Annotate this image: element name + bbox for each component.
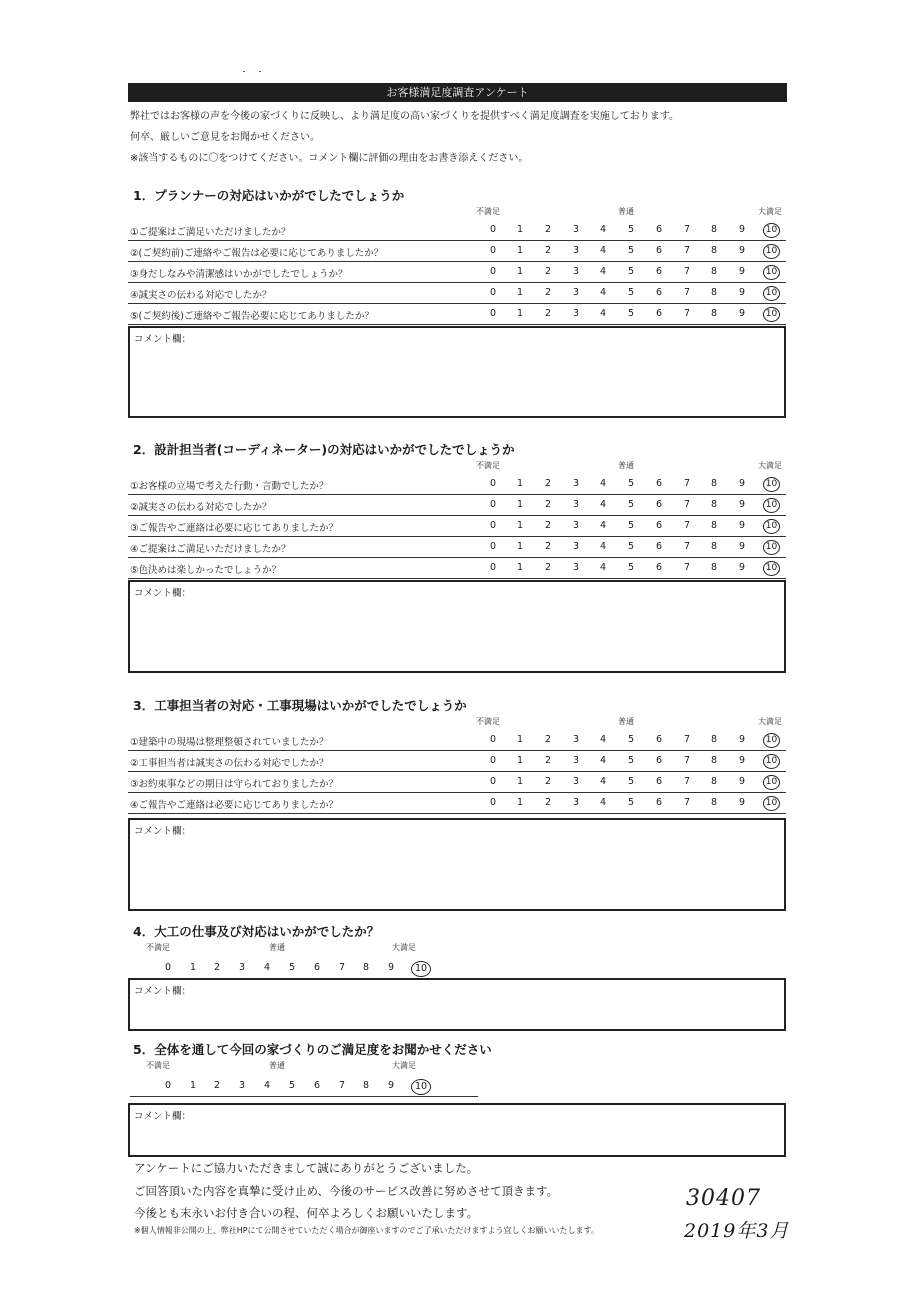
scale-mid-label: 普通 bbox=[618, 717, 634, 726]
closing-line-3: 今後とも末永いお付き合いの程、何卒よろしくお願いいたします。 bbox=[134, 1206, 479, 1220]
rating-option[interactable]: 1 bbox=[189, 1080, 197, 1091]
comment-label: コメント欄： bbox=[134, 588, 192, 599]
scale-mid-label: 普通 bbox=[269, 1061, 285, 1070]
scale-high-label: 大満足 bbox=[758, 461, 782, 470]
rating-option[interactable]: 9 bbox=[738, 797, 746, 808]
scale-high-label: 大満足 bbox=[392, 943, 416, 952]
rating-option[interactable]: 6 bbox=[313, 1080, 321, 1091]
comment-label: コメント欄： bbox=[134, 1111, 192, 1122]
rating-option[interactable]: 1 bbox=[516, 308, 524, 319]
rating-option[interactable]: 4 bbox=[599, 245, 607, 256]
rating-option[interactable]: 0 bbox=[489, 776, 497, 787]
privacy-note: ※個人情報非公開の上、弊社HPにて公開させていただく場合が御座いますのでご了承いただけますよう宜しくお願いいたします。 bbox=[134, 1226, 599, 1235]
rating-option[interactable]: 4 bbox=[599, 755, 607, 766]
scale-low-label: 不満足 bbox=[146, 943, 170, 952]
rating-option[interactable]: 3 bbox=[572, 308, 580, 319]
rating-option[interactable]: 0 bbox=[489, 478, 497, 489]
scale-high-label: 大満足 bbox=[758, 207, 782, 216]
rating-option[interactable]: 8 bbox=[710, 478, 718, 489]
rating-option[interactable]: 8 bbox=[710, 562, 718, 573]
section-title: 5．全体を通して今回の家づくりのご満足度をお聞かせください bbox=[133, 1042, 492, 1057]
rating-option[interactable]: 4 bbox=[599, 541, 607, 552]
rating-option[interactable]: 7 bbox=[683, 308, 691, 319]
selected-rating[interactable]: 10 bbox=[763, 244, 780, 259]
scale-low-label: 不満足 bbox=[476, 207, 500, 216]
rating-option[interactable]: 2 bbox=[544, 478, 552, 489]
rating-option[interactable]: 3 bbox=[572, 797, 580, 808]
rating-option[interactable]: 2 bbox=[544, 541, 552, 552]
selected-rating[interactable]: 10 bbox=[763, 286, 780, 301]
rating-option[interactable]: 1 bbox=[516, 776, 524, 787]
rating-option[interactable]: 9 bbox=[738, 478, 746, 489]
rating-option[interactable]: 6 bbox=[655, 776, 663, 787]
rating-option[interactable]: 0 bbox=[489, 499, 497, 510]
rating-option[interactable]: 9 bbox=[738, 245, 746, 256]
rating-option[interactable]: 0 bbox=[489, 755, 497, 766]
rating-option[interactable]: 4 bbox=[599, 797, 607, 808]
rating-option[interactable]: 5 bbox=[627, 797, 635, 808]
rating-option[interactable]: 9 bbox=[738, 541, 746, 552]
rating-option[interactable]: 8 bbox=[710, 520, 718, 531]
rating-option[interactable]: 7 bbox=[683, 776, 691, 787]
rating-option[interactable]: 3 bbox=[572, 734, 580, 745]
rating-option[interactable]: 0 bbox=[489, 541, 497, 552]
rating-option[interactable]: 8 bbox=[710, 245, 718, 256]
rating-option[interactable]: 0 bbox=[489, 245, 497, 256]
rating-option[interactable]: 0 bbox=[489, 797, 497, 808]
comment-label: コメント欄： bbox=[134, 826, 192, 837]
rating-option[interactable]: 1 bbox=[516, 266, 524, 277]
selected-rating[interactable]: 10 bbox=[763, 775, 780, 790]
rating-option[interactable]: 8 bbox=[710, 541, 718, 552]
rating-option[interactable]: 7 bbox=[683, 541, 691, 552]
rating-option[interactable]: 7 bbox=[683, 734, 691, 745]
selected-rating[interactable]: 10 bbox=[763, 223, 780, 238]
rating-option[interactable]: 5 bbox=[627, 776, 635, 787]
rating-option[interactable]: 6 bbox=[655, 224, 663, 235]
rating-option[interactable]: 1 bbox=[516, 755, 524, 766]
rating-option[interactable]: 1 bbox=[516, 541, 524, 552]
rating-option[interactable]: 1 bbox=[189, 962, 197, 973]
rating-option[interactable]: 1 bbox=[516, 478, 524, 489]
rating-option[interactable]: 6 bbox=[655, 562, 663, 573]
scale-low-label: 不満足 bbox=[476, 717, 500, 726]
rating-option[interactable]: 9 bbox=[738, 520, 746, 531]
rating-option[interactable]: 8 bbox=[710, 308, 718, 319]
rating-option[interactable]: 7 bbox=[683, 520, 691, 531]
selected-rating[interactable]: 10 bbox=[763, 265, 780, 280]
question-row bbox=[128, 730, 786, 751]
rating-option[interactable]: 8 bbox=[710, 287, 718, 298]
rating-option[interactable]: 4 bbox=[263, 1080, 271, 1091]
rating-option[interactable]: 2 bbox=[544, 245, 552, 256]
rating-option[interactable]: 7 bbox=[683, 755, 691, 766]
rating-option[interactable]: 7 bbox=[683, 797, 691, 808]
rating-option[interactable]: 0 bbox=[489, 520, 497, 531]
rating-option[interactable]: 0 bbox=[489, 562, 497, 573]
page-title: お客様満足度調査アンケート bbox=[128, 83, 787, 102]
rating-option[interactable]: 2 bbox=[544, 224, 552, 235]
rating-option[interactable]: 4 bbox=[599, 287, 607, 298]
rating-option[interactable]: 3 bbox=[572, 499, 580, 510]
section-title: 1．プランナーの対応はいかがでしたでしょうか bbox=[133, 188, 405, 203]
scale-mid-label: 普通 bbox=[618, 461, 634, 470]
rating-option[interactable]: 3 bbox=[572, 224, 580, 235]
selected-rating[interactable]: 10 bbox=[763, 561, 780, 576]
rating-option[interactable]: 3 bbox=[572, 478, 580, 489]
rating-option[interactable]: 3 bbox=[572, 287, 580, 298]
rating-option[interactable]: 6 bbox=[655, 499, 663, 510]
question-text: ③身だしなみや清潔感はいかがでしたでしょうか？ bbox=[130, 269, 348, 280]
question-text: ④ご報告やご連絡は必要に応じてありましたか？ bbox=[130, 800, 339, 811]
question-row bbox=[128, 304, 786, 325]
rating-option[interactable]: 4 bbox=[599, 734, 607, 745]
rating-option[interactable]: 2 bbox=[544, 308, 552, 319]
question-row bbox=[128, 772, 786, 793]
scale-low-label: 不満足 bbox=[476, 461, 500, 470]
scan-mark bbox=[259, 71, 261, 72]
question-text: ④ご提案はご満足いただけましたか？ bbox=[130, 544, 291, 555]
rating-option[interactable]: 1 bbox=[516, 245, 524, 256]
rating-option[interactable]: 7 bbox=[338, 1080, 346, 1091]
rating-option[interactable]: 3 bbox=[238, 1080, 246, 1091]
rating-option[interactable]: 5 bbox=[627, 541, 635, 552]
rating-option[interactable]: 0 bbox=[164, 962, 172, 973]
rating-option[interactable]: 6 bbox=[655, 797, 663, 808]
rating-option[interactable]: 0 bbox=[489, 224, 497, 235]
handwritten-code: 30407 bbox=[686, 1186, 761, 1211]
rating-option[interactable]: 1 bbox=[516, 499, 524, 510]
rating-option[interactable]: 9 bbox=[387, 1080, 395, 1091]
rating-option[interactable]: 0 bbox=[489, 734, 497, 745]
scale-low-label: 不満足 bbox=[146, 1061, 170, 1070]
question-row bbox=[128, 793, 786, 814]
rating-option[interactable]: 9 bbox=[738, 287, 746, 298]
rating-option[interactable]: 2 bbox=[544, 499, 552, 510]
rating-option[interactable]: 8 bbox=[710, 755, 718, 766]
rating-option[interactable]: 3 bbox=[572, 520, 580, 531]
rating-option[interactable]: 6 bbox=[655, 245, 663, 256]
rating-option[interactable]: 0 bbox=[489, 287, 497, 298]
rating-option[interactable]: 9 bbox=[738, 224, 746, 235]
rating-option[interactable]: 3 bbox=[572, 755, 580, 766]
question-text: ②(ご契約前)ご連絡やご報告は必要に応じてありましたか？ bbox=[130, 248, 384, 259]
rating-option[interactable]: 0 bbox=[489, 308, 497, 319]
rating-option[interactable]: 2 bbox=[544, 776, 552, 787]
rating-option[interactable]: 9 bbox=[738, 499, 746, 510]
rating-option[interactable]: 8 bbox=[362, 962, 370, 973]
rating-option[interactable]: 6 bbox=[655, 520, 663, 531]
rating-option[interactable]: 2 bbox=[213, 1080, 221, 1091]
closing-line-2: ご回答頂いた内容を真摯に受け止め、今後のサービス改善に努めさせて頂きます。 bbox=[134, 1184, 559, 1198]
rating-option[interactable]: 9 bbox=[738, 734, 746, 745]
question-row bbox=[128, 495, 786, 516]
handwritten-date: 2019年3月 bbox=[684, 1220, 790, 1242]
question-row bbox=[128, 558, 786, 579]
rating-option[interactable]: 5 bbox=[627, 734, 635, 745]
rating-option[interactable]: 9 bbox=[387, 962, 395, 973]
rating-option[interactable]: 8 bbox=[710, 797, 718, 808]
rating-option[interactable]: 1 bbox=[516, 797, 524, 808]
rating-option[interactable]: 7 bbox=[683, 266, 691, 277]
rating-option[interactable]: 3 bbox=[572, 541, 580, 552]
rating-option[interactable]: 9 bbox=[738, 308, 746, 319]
rating-option[interactable]: 0 bbox=[489, 266, 497, 277]
intro-line-2: 何卒、厳しいご意見をお聞かせください。 bbox=[130, 132, 320, 143]
scale-high-label: 大満足 bbox=[392, 1061, 416, 1070]
rating-option[interactable]: 5 bbox=[288, 962, 296, 973]
section-title: 3．工事担当者の対応・工事現場はいかがでしたでしょうか bbox=[133, 698, 467, 713]
rating-option[interactable]: 4 bbox=[599, 224, 607, 235]
selected-rating[interactable]: 10 bbox=[763, 498, 780, 513]
scale-high-label: 大満足 bbox=[758, 717, 782, 726]
question-text: ②誠実さの伝わる対応でしたか？ bbox=[130, 502, 272, 513]
rating-option[interactable]: 5 bbox=[627, 224, 635, 235]
rating-option[interactable]: 0 bbox=[164, 1080, 172, 1091]
rating-option[interactable]: 5 bbox=[627, 245, 635, 256]
closing-line-1: アンケートにご協力いただきまして誠にありがとうございました。 bbox=[134, 1161, 479, 1175]
scale-mid-label: 普通 bbox=[269, 943, 285, 952]
selected-rating[interactable]: 10 bbox=[763, 307, 780, 322]
rating-option[interactable]: 6 bbox=[655, 266, 663, 277]
rating-option[interactable]: 5 bbox=[627, 520, 635, 531]
selected-rating[interactable]: 10 bbox=[763, 796, 780, 811]
rating-option[interactable]: 3 bbox=[238, 962, 246, 973]
question-text: ③ご報告やご連絡は必要に応じてありましたか？ bbox=[130, 523, 339, 534]
rating-option[interactable]: 4 bbox=[599, 308, 607, 319]
rating-option[interactable]: 5 bbox=[627, 478, 635, 489]
question-text: ②工事担当者は誠実さの伝わる対応でしたか？ bbox=[130, 758, 329, 769]
rating-option[interactable]: 4 bbox=[599, 562, 607, 573]
rating-option[interactable]: 8 bbox=[710, 499, 718, 510]
rating-option[interactable]: 3 bbox=[572, 266, 580, 277]
section-title: 4．大工の仕事及び対応はいかがでしたか？ bbox=[133, 924, 380, 939]
rating-option[interactable]: 6 bbox=[655, 308, 663, 319]
rating-option[interactable]: 4 bbox=[263, 962, 271, 973]
question-row bbox=[128, 537, 786, 558]
rating-option[interactable]: 8 bbox=[710, 266, 718, 277]
rating-option[interactable]: 3 bbox=[572, 776, 580, 787]
rating-option[interactable]: 2 bbox=[544, 287, 552, 298]
rating-option[interactable]: 4 bbox=[599, 478, 607, 489]
rating-option[interactable]: 7 bbox=[338, 962, 346, 973]
selected-rating[interactable]: 10 bbox=[763, 540, 780, 555]
rating-option[interactable]: 6 bbox=[655, 755, 663, 766]
rating-option[interactable]: 4 bbox=[599, 266, 607, 277]
question-text: ⑤色決めは楽しかったでしょうか？ bbox=[130, 565, 282, 576]
rating-option[interactable]: 7 bbox=[683, 499, 691, 510]
intro-line-3: ※該当するものに〇をつけてください。コメント欄に評価の理由をお書き添えください。 bbox=[130, 153, 529, 164]
question-text: ⑤(ご契約後)ご連絡やご報告必要に応じてありましたか？ bbox=[130, 311, 374, 322]
comment-box[interactable] bbox=[128, 978, 786, 1031]
rating-option[interactable]: 3 bbox=[572, 245, 580, 256]
rating-option[interactable]: 9 bbox=[738, 755, 746, 766]
comment-box[interactable] bbox=[128, 326, 786, 418]
rating-option[interactable]: 6 bbox=[655, 478, 663, 489]
rating-underline bbox=[130, 1096, 478, 1097]
rating-option[interactable]: 7 bbox=[683, 224, 691, 235]
intro-line-1: 弊社ではお客様の声を今後の家づくりに反映し、より満足度の高い家づくりを提供すべく満足度調査を実施しております。 bbox=[130, 111, 679, 122]
rating-option[interactable]: 1 bbox=[516, 287, 524, 298]
section-title: 2．設計担当者(コーディネーター)の対応はいかがでしたでしょうか bbox=[133, 442, 515, 457]
question-text: ①ご提案はご満足いただけましたか？ bbox=[130, 227, 291, 238]
rating-option[interactable]: 4 bbox=[599, 499, 607, 510]
rating-option[interactable]: 4 bbox=[599, 520, 607, 531]
rating-option[interactable]: 5 bbox=[627, 287, 635, 298]
rating-option[interactable]: 8 bbox=[362, 1080, 370, 1091]
rating-option[interactable]: 9 bbox=[738, 266, 746, 277]
question-row bbox=[128, 262, 786, 283]
rating-option[interactable]: 2 bbox=[544, 266, 552, 277]
rating-option[interactable]: 4 bbox=[599, 776, 607, 787]
question-row bbox=[128, 751, 786, 772]
question-text: ①建築中の現場は整理整頓されていましたか？ bbox=[130, 737, 329, 748]
rating-option[interactable]: 7 bbox=[683, 245, 691, 256]
comment-label: コメント欄： bbox=[134, 986, 192, 997]
question-row bbox=[128, 474, 786, 495]
question-row bbox=[128, 220, 786, 241]
rating-option[interactable]: 8 bbox=[710, 734, 718, 745]
rating-option[interactable]: 5 bbox=[627, 755, 635, 766]
rating-option[interactable]: 5 bbox=[627, 562, 635, 573]
question-text: ③お約束事などの期日は守られておりましたか？ bbox=[130, 779, 339, 790]
rating-option[interactable]: 2 bbox=[213, 962, 221, 973]
comment-label: コメント欄： bbox=[134, 334, 192, 345]
scale-mid-label: 普通 bbox=[618, 207, 634, 216]
scan-mark bbox=[243, 71, 245, 72]
rating-option[interactable]: 1 bbox=[516, 734, 524, 745]
question-row bbox=[128, 283, 786, 304]
comment-box[interactable] bbox=[128, 818, 786, 911]
selected-rating[interactable]: 10 bbox=[411, 1079, 431, 1095]
rating-option[interactable]: 9 bbox=[738, 562, 746, 573]
rating-option[interactable]: 5 bbox=[627, 499, 635, 510]
comment-box[interactable] bbox=[128, 1103, 786, 1157]
rating-option[interactable]: 1 bbox=[516, 520, 524, 531]
selected-rating[interactable]: 10 bbox=[763, 519, 780, 534]
rating-option[interactable]: 7 bbox=[683, 478, 691, 489]
comment-box[interactable] bbox=[128, 580, 786, 673]
rating-option[interactable]: 3 bbox=[572, 562, 580, 573]
rating-option[interactable]: 2 bbox=[544, 755, 552, 766]
rating-option[interactable]: 6 bbox=[655, 734, 663, 745]
selected-rating[interactable]: 10 bbox=[763, 733, 780, 748]
question-text: ④誠実さの伝わる対応でしたか？ bbox=[130, 290, 272, 301]
rating-option[interactable]: 2 bbox=[544, 734, 552, 745]
rating-option[interactable]: 7 bbox=[683, 287, 691, 298]
selected-rating[interactable]: 10 bbox=[763, 754, 780, 769]
rating-option[interactable]: 6 bbox=[313, 962, 321, 973]
selected-rating[interactable]: 10 bbox=[411, 961, 431, 977]
rating-option[interactable]: 7 bbox=[683, 562, 691, 573]
rating-option[interactable]: 9 bbox=[738, 776, 746, 787]
selected-rating[interactable]: 10 bbox=[763, 477, 780, 492]
rating-option[interactable]: 1 bbox=[516, 224, 524, 235]
rating-option[interactable]: 6 bbox=[655, 287, 663, 298]
rating-option[interactable]: 2 bbox=[544, 520, 552, 531]
rating-option[interactable]: 5 bbox=[627, 266, 635, 277]
rating-option[interactable]: 6 bbox=[655, 541, 663, 552]
rating-option[interactable]: 2 bbox=[544, 797, 552, 808]
rating-option[interactable]: 5 bbox=[627, 308, 635, 319]
rating-option[interactable]: 2 bbox=[544, 562, 552, 573]
question-row bbox=[128, 241, 786, 262]
rating-option[interactable]: 5 bbox=[288, 1080, 296, 1091]
question-row bbox=[128, 516, 786, 537]
rating-option[interactable]: 8 bbox=[710, 224, 718, 235]
rating-option[interactable]: 1 bbox=[516, 562, 524, 573]
rating-option[interactable]: 8 bbox=[710, 776, 718, 787]
question-text: ①お客様の立場で考えた行動・言動でしたか？ bbox=[130, 481, 329, 492]
